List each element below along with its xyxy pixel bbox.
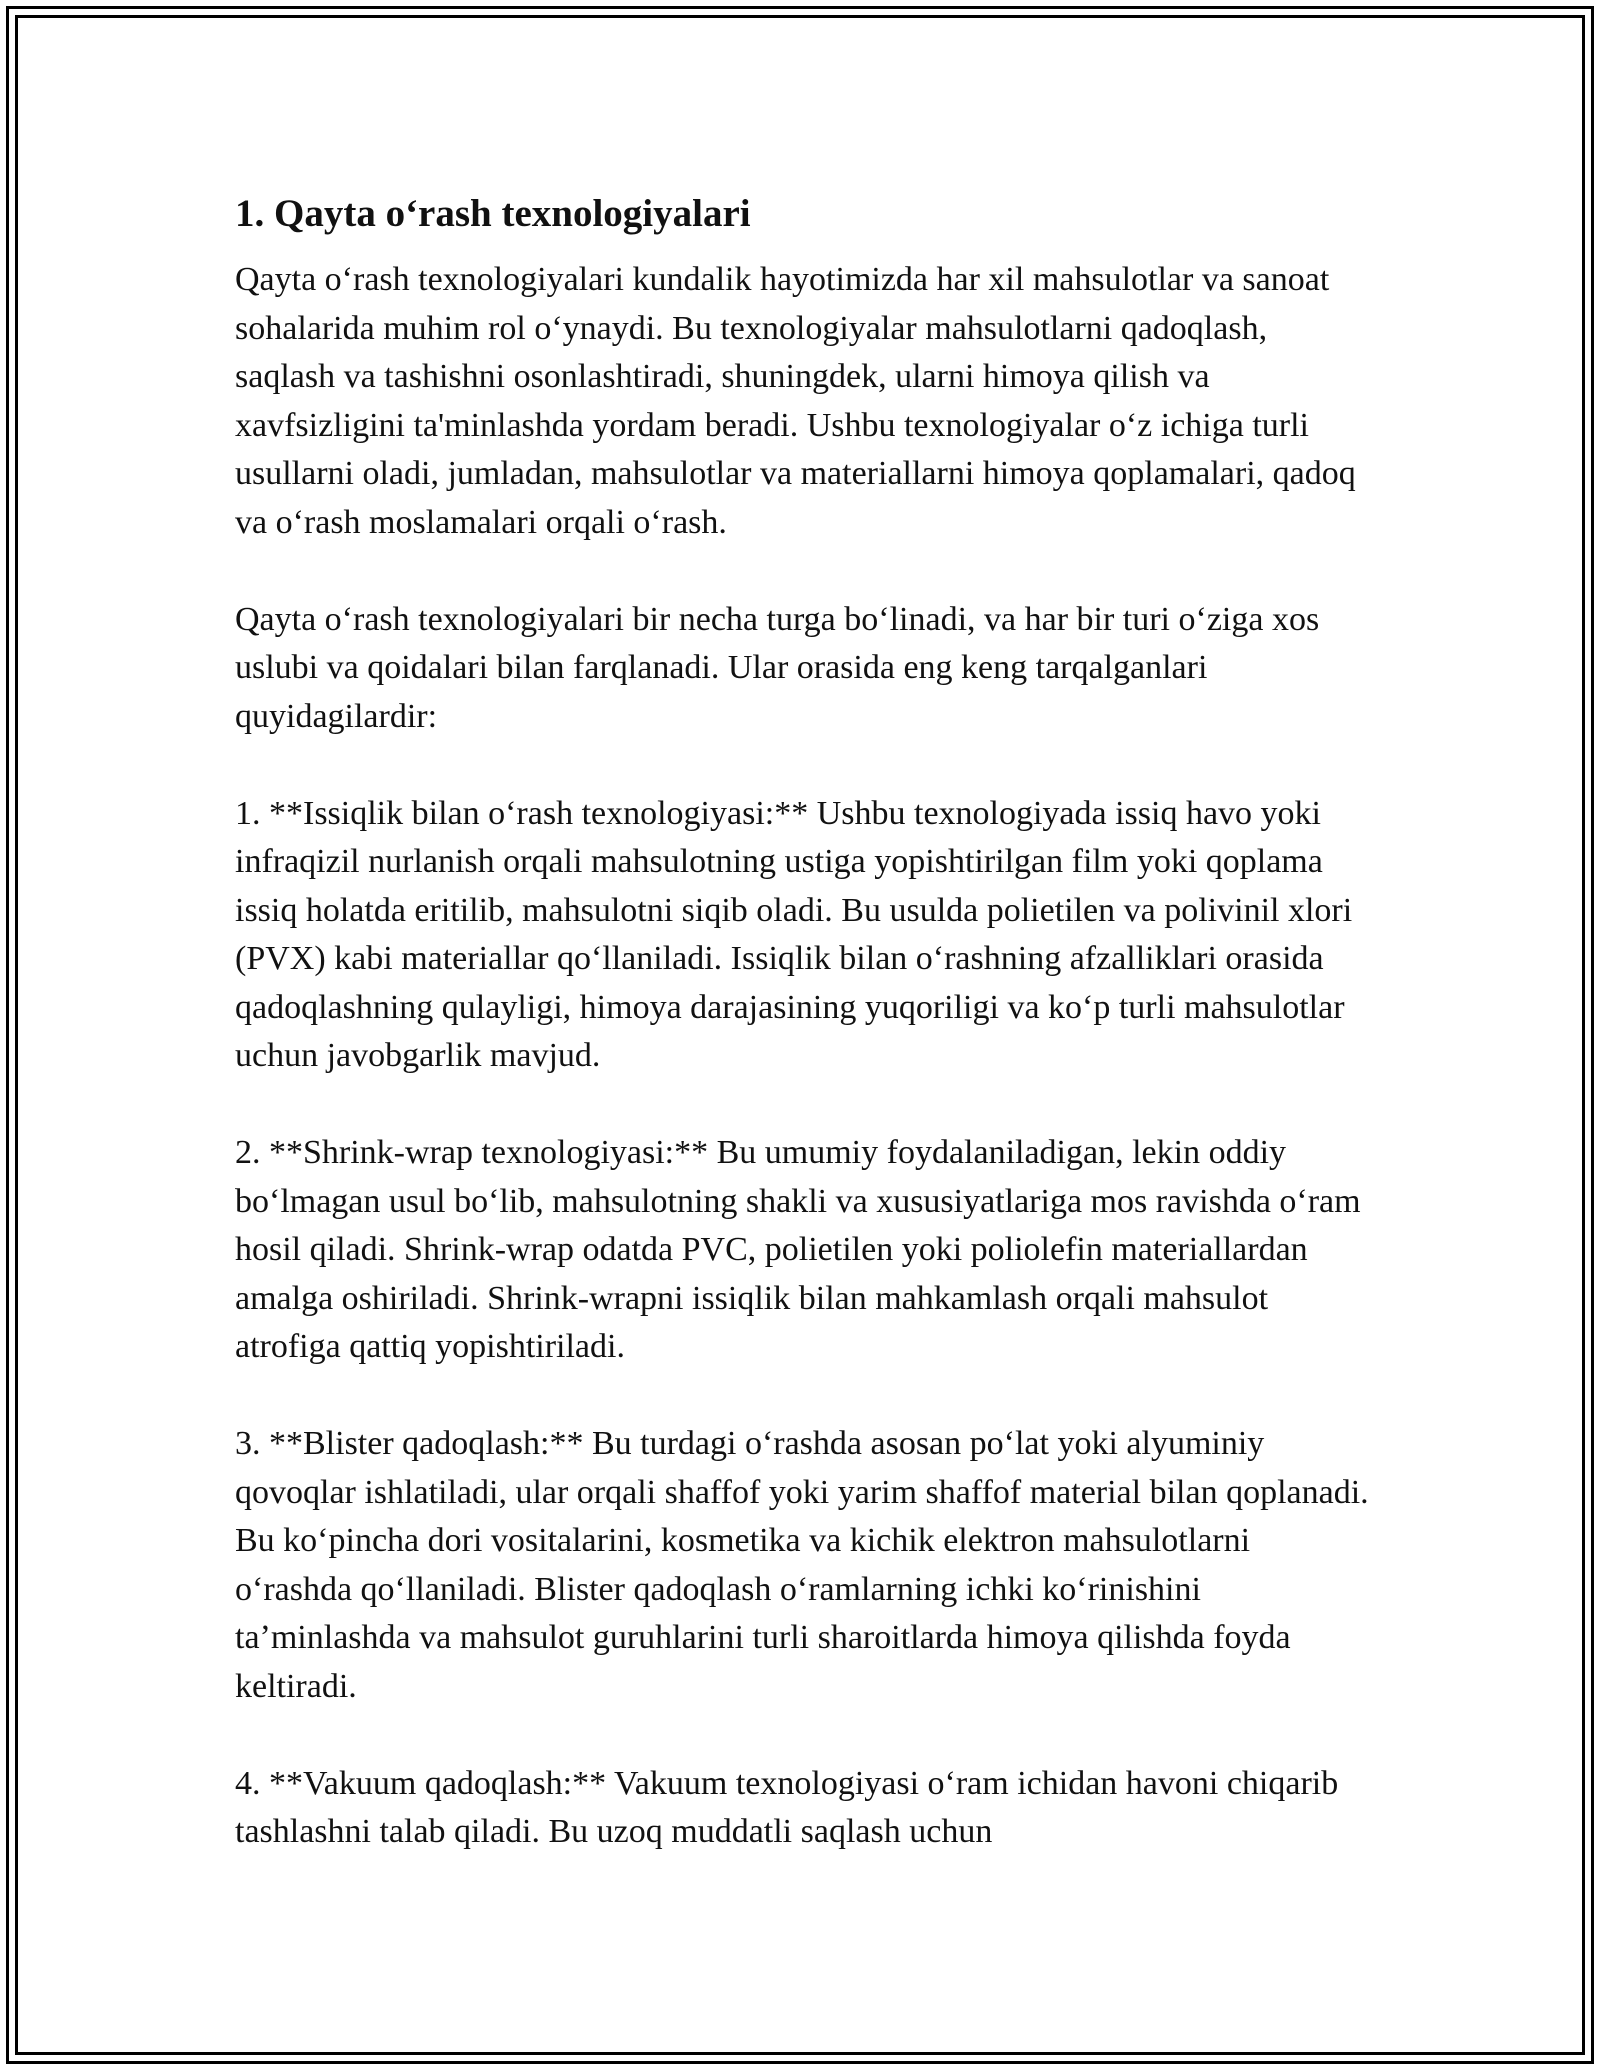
intro-paragraph: Qayta oʻrash texnologiyalari kundalik hayotimizda har xil mahsulotlar va sanoat sohalarida muhim rol oʻynaydi. Bu texnologiyalar mahsulotlarni qadoqlash, saqlash va tashishni osonlashtiradi, shuningdek, ularni himoya qilish va xavfsizligini ta'minlashda yordam beradi. Ushbu texnologiyalar oʻz ichiga turli usullarni oladi, jumladan, mahsulotlar va materiallarni himoya qoplamalari, qadoq va oʻrash moslamalari orqali oʻrash. [235, 261, 1356, 541]
list-item-shrink-wrap: 2. **Shrink-wrap texnologiyasi:** Bu umumiy foydalaniladigan, lekin oddiy boʻlmagan usul boʻlib, mahsulotning shakli va xususiyatlariga mos ravishda oʻram hosil qiladi. Shrink-wrap odatda PVC, polietilen yoki poliolefin materiallardan amalga oshiriladi. Shrink-wrapni issiqlik bilan mahkamlash orqali mahsulot atrofiga qattiq yopishtiriladi. [235, 1134, 1361, 1365]
section-title: 1. Qayta oʻrash texnologiyalari [235, 192, 751, 235]
list-item-blister: 3. **Blister qadoqlash:** Bu turdagi oʻrashda asosan poʻlat yoki alyuminiy qovoqlar ishlatiladi, ular orqali shaffof yoki yarim shaffof material bilan qoplanadi. Bu koʻpincha dori vositalarini, kosmetika va kichik elektron mahsulotlarni oʻrashda qoʻllaniladi. Blister qadoqlash oʻramlarning ichki koʻrinishini taʼminlashda va mahsulot guruhlarini turli sharoitlarda himoya qilishda foyda keltiradi. [235, 1425, 1369, 1705]
list-item-vacuum: 4. **Vakuum qadoqlash:** Vakuum texnologiyasi oʻram ichidan havoni chiqarib tashlashni talab qiladi. Bu uzoq muddatli saqlash uchun [235, 1764, 1339, 1850]
types-intro-paragraph: Qayta oʻrash texnologiyalari bir necha turga boʻlinadi, va har bir turi oʻziga xos uslubi va qoidalari bilan farqlanadi. Ular orasida eng keng tarqalganlari quyidagilardir: [235, 600, 1320, 735]
list-item-heat-wrap: 1. **Issiqlik bilan oʻrash texnologiyasi:** Ushbu texnologiyada issiq havo yoki infraqizil nurlanish orqali mahsulotning ustiga yopishtirilgan film yoki qoplama issiq holatda eritilib, mahsulotni siqib oladi. Bu usulda polietilen va polivinil xlori (PVX) kabi materiallar qoʻllaniladi. Issiqlik bilan oʻrashning afzalliklari orasida qadoqlashning qulayligi, himoya darajasining yuqoriligi va koʻp turli mahsulotlar uchun javobgarlik mavjud. [235, 794, 1353, 1074]
document-body [235, 184, 1375, 1857]
